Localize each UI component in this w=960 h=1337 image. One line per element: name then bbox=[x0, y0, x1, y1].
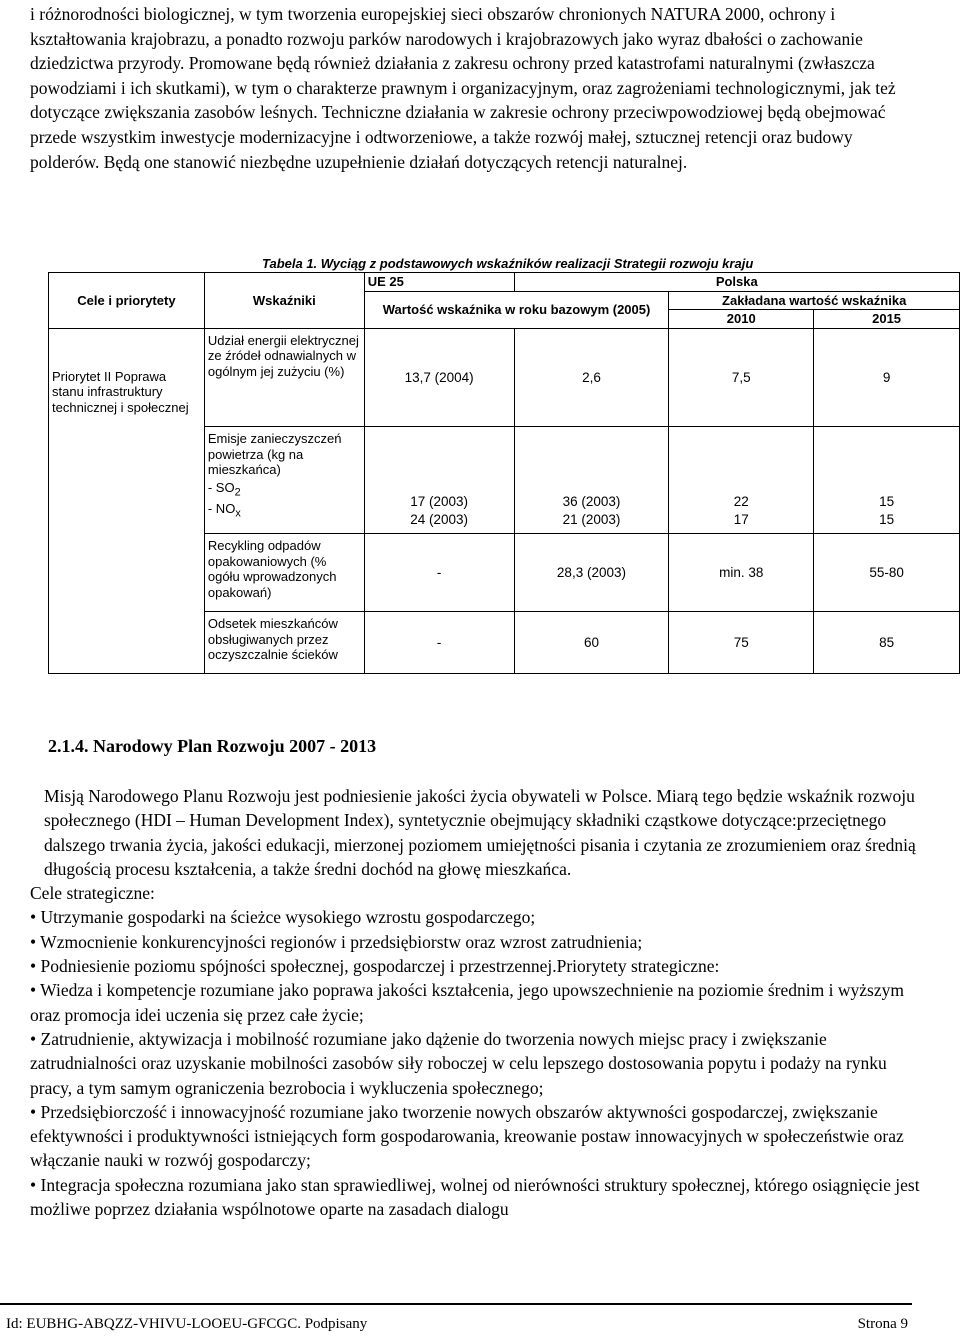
nox-label: - $NO_x$ bbox=[207, 500, 241, 520]
strategic-goal-item: • Utrzymanie gospodarki na ścieżce wysokiego wzrostu gospodarczego; bbox=[30, 907, 536, 928]
recycling-base: 28,3 (2003) bbox=[514, 534, 669, 612]
strategic-goal-item: • Wzmocnienie konkurencyjności regionów i przedsiębiorstw oraz wzrost zatrudnienia; bbox=[30, 931, 643, 952]
footer-divider bbox=[0, 1303, 912, 1305]
sewage-base: 60 bbox=[514, 612, 669, 674]
footer-page-number: Strona 9 bbox=[857, 1316, 908, 1332]
sewage-ue25: - bbox=[364, 612, 514, 674]
emissions-2010 bbox=[669, 427, 814, 534]
strategic-priority-item: • Przedsiębiorczość i innowacyjność rozumiane jako tworzenie nowych obszarów aktywności gospodarczej, zwiększanie efektywności i produktywności istniejących form gospodarowania, kreowanie postaw innowacyjnych w społeczeństwie oraz włączanie nauki w rozwój gospodarczy; bbox=[30, 1101, 904, 1171]
indicator-emissions bbox=[204, 427, 364, 534]
emissions-2015 bbox=[814, 427, 960, 534]
header-year-2015: 2015 bbox=[814, 310, 960, 329]
sewage-2010: 75 bbox=[669, 612, 814, 674]
header-goals: Cele i priorytety bbox=[49, 273, 205, 329]
sewage-2015: 85 bbox=[814, 612, 960, 674]
npr-body bbox=[30, 784, 920, 1221]
energy-base: 2,6 bbox=[514, 328, 669, 427]
so2-2015: 15 bbox=[879, 494, 895, 510]
indicator-sewage: Odsetek mieszkańców obsługiwanych przez oczyszczalnie ścieków bbox=[204, 612, 364, 674]
header-year-2010: 2010 bbox=[669, 310, 814, 329]
section-heading: 2.1.4. Narodowy Plan Rozwoju 2007 - 2013 bbox=[48, 736, 377, 756]
goal-cell bbox=[49, 328, 205, 674]
so2-base: 36 (2003) bbox=[562, 494, 621, 510]
strategic-goal-item: • Podniesienie poziomu spójności społecznej, gospodarczej i przestrzennej.Priorytety strategiczne: bbox=[30, 956, 720, 977]
header-poland: Polska bbox=[514, 273, 959, 292]
indicators-table-figure bbox=[48, 256, 960, 674]
header-indicators: Wskaźniki bbox=[204, 273, 364, 329]
strategic-priority-item: • Integracja społeczna rozumiana jako stan sprawiedliwej, wolnej od nierówności struktury społecznej, którego osiągnięcie jest możliwe poprzez działania wspólnotowe oparte na zasadach dialogu bbox=[30, 1174, 920, 1220]
indicator-recycling: Recykling odpadów opakowaniowych (% ogółu wprowadzonych opakowań) bbox=[204, 534, 364, 612]
emissions-label: Emisje zanieczyszczeń powietrza (kg na mieszkańca) bbox=[207, 431, 342, 478]
emissions-ue25 bbox=[364, 427, 514, 534]
energy-2015: 9 bbox=[814, 328, 960, 427]
so2-label: - $SO_2$ bbox=[207, 479, 241, 499]
nox-ue25: 24 (2003) bbox=[410, 512, 469, 528]
indicator-energy: Udział energii elektrycznej ze źródeł odnawialnych w ogólnym jej zużyciu (%) bbox=[204, 328, 364, 427]
header-base-value: Wartość wskaźnika w roku bazowym (2005) bbox=[364, 291, 669, 328]
nox-2015: 15 bbox=[879, 512, 895, 528]
intro-paragraph bbox=[30, 2, 925, 174]
strategic-priority-item: • Wiedza i kompetencje rozumiane jako poprawa jakości kształcenia, jego upowszechnienie na poziomie średnim i wyższym oraz promocja idei uczenia się przez całe życie; bbox=[30, 980, 904, 1025]
strategic-priority-item: • Zatrudnienie, aktywizacja i mobilność rozumiane jako dążenie do tworzenia nowych miejsc pracy i zwiększanie zatrudnialności oraz uzyskanie mobilności zasobów siły roboczej w celu lepszego dostosowania popytu i podaży na rynku pracy, a tym samym ograniczenia bezrobocia i wykluczenia społecznego; bbox=[30, 1028, 887, 1098]
energy-2010: 7,5 bbox=[669, 328, 814, 427]
nox-2010: 17 bbox=[733, 512, 749, 528]
so2-2010: 22 bbox=[733, 494, 749, 510]
intro-paragraph-text: i różnorodności biologicznej, w tym tworzenia europejskiej sieci obszarów chronionych NATURA 2000, ochrony i kształtowania krajobrazu, a ponadto rozwoju parków narodowych i krajobrazowych jako wyraz dbałości o zachowanie dziedzictwa przyrody. Promowane będą również działania z zakresu ochrony przed katastrofami naturalnymi (zwłaszcza powodziami i ich skutkami), w tym o charakterze prawnym i organizacyjnym, oraz zagrożeniami technologicznymi, jak też dotyczące zwiększania zasobów leśnych. Techniczne działania w zakresie ochrony przeciwpowodziowej będą obejmować przede wszystkim inwestycje modernizacyjne i odtworzeniowe, a także rozwój małej, sztucznej retencji oraz budowy polderów. Będą one stanowić niezbędne uzupełnienie działań dotyczących retencji naturalnej. bbox=[30, 4, 896, 172]
energy-ue25: 13,7 (2004) bbox=[364, 328, 514, 427]
footer-document-id: Id: EUBHG-ABQZZ-VHIVU-LOOEU-GFCGC. Podpisany bbox=[6, 1316, 368, 1332]
recycling-2010: min. 38 bbox=[669, 534, 814, 612]
so2-ue25: 17 (2003) bbox=[410, 494, 469, 510]
emissions-base bbox=[514, 427, 669, 534]
recycling-ue25: - bbox=[364, 534, 514, 612]
mission-paragraph: Misją Narodowego Planu Rozwoju jest podniesienie jakości życia obywateli w Polsce. Miarą tego będzie wskaźnik rozwoju społecznego (HDI – Human Development Index), syntetycznie obejmujący składniki cząstkowe dotyczące:przeciętnego dalszego trwania życia, jakości edukacji, mierzonej poziomem umiejętności pisania i czytania ze zrozumieniem oraz średnią długością procesu kształcenia, a także średni dochód na głowę mieszkańca. bbox=[44, 786, 916, 879]
indicators-table bbox=[48, 272, 960, 674]
header-target-value: Zakładana wartość wskaźnika bbox=[669, 291, 960, 310]
recycling-2015: 55-80 bbox=[814, 534, 960, 612]
strategic-goals-label: Cele strategiczne: bbox=[30, 883, 155, 904]
header-ue25: UE 25 bbox=[364, 273, 514, 292]
nox-base: 21 (2003) bbox=[562, 512, 621, 528]
goal-label: Priorytet II Poprawa stanu infrastruktury technicznej i społecznej bbox=[52, 368, 189, 415]
table-title: Tabela 1. Wyciąg z podstawowych wskaźników realizacji Strategii rozwoju kraju bbox=[262, 256, 754, 271]
